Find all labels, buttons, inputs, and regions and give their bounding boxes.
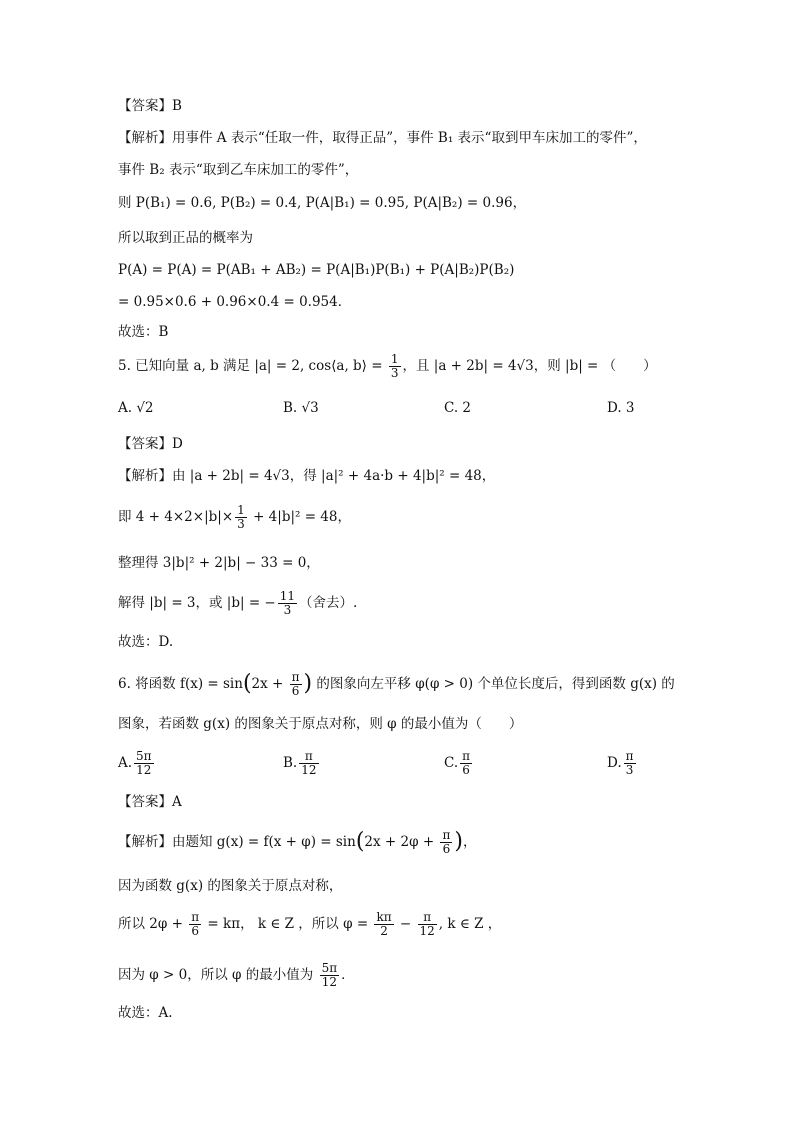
text: ． (341, 967, 355, 983)
formula-line: P(A) = P(A) = P(AB₁ + AB₂) = P(A|B₁)P(B₁) + P(A|B₂)P(B₂) (118, 262, 515, 278)
option-b: B. √3 (283, 400, 319, 416)
analysis-line (118, 829, 476, 856)
analysis-line: 【解析】用事件 A 表示“任取一件，取得正品”，事件 B₁ 表示“取到甲车床加工的零件”， (118, 130, 647, 146)
paren-left: ( (242, 670, 252, 696)
option-a: A. $\frac{5\pi}{12}$ (118, 749, 152, 777)
answer-label: 【答案】A (118, 794, 182, 810)
text: 解得 |b| = 3，或 |b| = − (118, 595, 276, 611)
fraction: $\frac{\pi}{6}$ (191, 910, 200, 938)
analysis-line (118, 504, 351, 531)
text: 6. 将函数 f(x) = sin (118, 676, 243, 692)
text: = kπ， k ∈ Z ，所以 φ = (203, 916, 373, 932)
text: （舍去）. (299, 595, 358, 611)
option-d: D. 3 (607, 400, 635, 416)
text: + 4|b|² = 48， (248, 509, 351, 525)
text: 【解析】由题知 g(x) = f(x + φ) = sin (118, 834, 356, 850)
text: 2x + 2φ + (364, 834, 439, 850)
option-a: A. √2 (118, 400, 154, 416)
conclusion: 故选：B (118, 324, 169, 340)
analysis-line: 所以取到正品的概率为 (118, 230, 253, 246)
text: 因为 φ > 0，所以 φ 的最小值为 (118, 967, 318, 983)
text: 2x + (251, 676, 288, 692)
fraction: $\frac{1}{3}$ (390, 352, 399, 380)
stem-text: 5. 已知向量 a, b 满足 |a| = 2, cos⟨a, b⟩ = (118, 358, 387, 374)
analysis-line: 则 P(B₁) = 0.6, P(B₂) = 0.4, P(A|B₁) = 0.95, P(A|B₂) = 0.96， (118, 195, 527, 211)
analysis-line (118, 962, 355, 989)
question-6-stem-line2: 图象，若函数 g(x) 的图象关于原点对称，则 φ 的最小值为（ ） (118, 716, 523, 732)
fraction: $\frac{11}{3}$ (279, 589, 296, 617)
fraction: $\frac{\pi}{6}$ (442, 828, 451, 856)
fraction: $\frac{\pi}{12}$ (419, 910, 435, 938)
text: 的图象向左平移 φ(φ > 0) 个单位长度后，得到函数 g(x) 的 (312, 676, 675, 692)
fraction: $\frac{k\pi}{2}$ (376, 910, 392, 938)
analysis-line (118, 911, 501, 938)
analysis-line (118, 590, 357, 617)
answer-label: 【答案】D (118, 436, 183, 452)
paren-right: ) (454, 828, 463, 854)
analysis-line: 事件 B₂ 表示“取到乙车床加工的零件”， (118, 162, 359, 178)
conclusion: 故选：A. (118, 1005, 173, 1021)
analysis-line: 因为函数 g(x) 的图象关于原点对称， (118, 878, 343, 894)
analysis-line: 整理得 3|b|² + 2|b| − 33 = 0， (118, 555, 320, 571)
paren-right: ) (303, 670, 313, 696)
question-5-stem (118, 353, 657, 380)
fraction: $\frac{5\pi}{12}$ (321, 961, 338, 989)
paren-left: ( (355, 828, 365, 854)
option-b: B. $\frac{\pi}{12}$ (283, 749, 317, 777)
text: 即 4 + 4×2×|b|× (118, 509, 234, 525)
fraction: $\frac{\pi}{6}$ (291, 670, 300, 698)
option-c: C. $\frac{\pi}{6}$ (444, 749, 471, 777)
fraction: $\frac{1}{3}$ (237, 503, 245, 531)
text: − (395, 916, 416, 932)
text: ， (462, 834, 477, 850)
formula-line: = 0.95×0.6 + 0.96×0.4 = 0.954． (118, 294, 352, 310)
text: , k ∈ Z ， (438, 916, 502, 932)
option-c: C. 2 (444, 400, 472, 416)
text: 所以 2φ + (118, 916, 188, 932)
conclusion: 故选：D. (118, 634, 174, 650)
analysis-line: 【解析】由 |a + 2b| = 4√3，得 |a|² + 4a·b + 4|b|² = 48， (118, 468, 496, 484)
option-d: D. $\frac{\pi}{3}$ (607, 749, 634, 777)
stem-text: ，且 |a + 2b| = 4√3，则 |b| = （ ） (402, 358, 657, 374)
answer-label: 【答案】B (118, 98, 182, 114)
question-6-stem (118, 671, 675, 698)
